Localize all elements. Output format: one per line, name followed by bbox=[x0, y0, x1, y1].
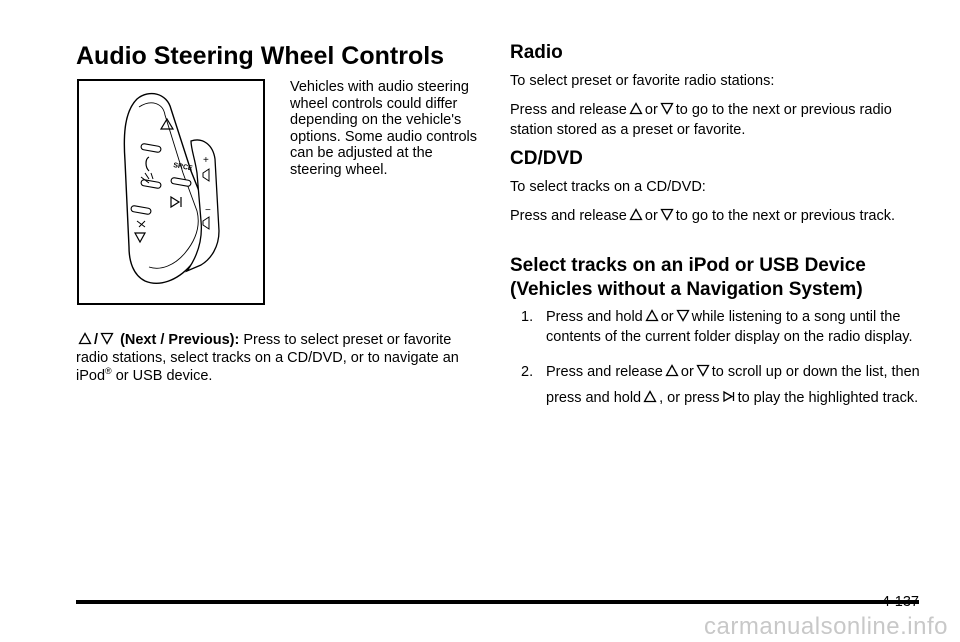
down-triangle-icon bbox=[100, 332, 114, 345]
volume-plus-label: + bbox=[203, 155, 209, 166]
play-track-icon bbox=[722, 390, 736, 403]
down-triangle-icon bbox=[660, 208, 674, 221]
up-triangle-icon bbox=[665, 364, 679, 377]
slash-text: / bbox=[94, 332, 99, 348]
page-title: Audio Steering Wheel Controls bbox=[76, 42, 445, 70]
up-triangle-icon bbox=[645, 309, 659, 322]
ipod-section bbox=[510, 254, 925, 302]
cd-instruction: Press and release or to go to the next or previous track. bbox=[510, 208, 896, 224]
next-previous-label: (Next / Previous): bbox=[120, 332, 240, 348]
down-triangle-icon bbox=[696, 364, 710, 377]
list-item: 1. Press and hold or while listening to a song until the contents of the current folder display on the radio display. bbox=[521, 309, 913, 345]
steering-wheel-controls-illustration bbox=[79, 81, 263, 303]
next-previous-text: Press to select preset or favorite radio stations, select tracks on a CD/DVD, or to navigate an iPod bbox=[76, 332, 459, 384]
registered-mark: ® bbox=[105, 366, 112, 377]
footer-rule bbox=[76, 600, 919, 604]
down-triangle-icon bbox=[676, 309, 690, 322]
ipod-heading-line1: Select tracks on an iPod or USB Device bbox=[510, 255, 866, 276]
radio-section bbox=[510, 41, 925, 65]
cd-intro: To select tracks on a CD/DVD: bbox=[510, 179, 706, 195]
next-previous-text-end: or USB device. bbox=[111, 368, 213, 384]
list-item: 2. Press and release or to scroll up or down the list, then press and hold , or press to play the highlighted track. bbox=[521, 364, 920, 406]
down-triangle-icon bbox=[660, 102, 674, 115]
watermark: carmanualsonline.info bbox=[704, 613, 948, 640]
radio-instruction: Press and release or to go to the next or previous radio station stored as a preset or favorite. bbox=[510, 102, 892, 138]
up-triangle-icon bbox=[629, 102, 643, 115]
up-triangle-icon bbox=[78, 332, 92, 345]
cd-section bbox=[510, 147, 925, 171]
ipod-steps bbox=[510, 307, 925, 411]
up-triangle-icon bbox=[629, 208, 643, 221]
volume-minus-label: − bbox=[205, 205, 211, 216]
cd-heading: CD/DVD bbox=[510, 148, 583, 169]
steering-wheel-controls-figure bbox=[77, 79, 265, 305]
radio-intro: To select preset or favorite radio stations: bbox=[510, 73, 775, 89]
ipod-heading-line2: (Vehicles without a Navigation System) bbox=[510, 279, 863, 300]
srce-label: SRCE bbox=[172, 162, 194, 173]
radio-heading: Radio bbox=[510, 42, 563, 63]
next-previous-description bbox=[76, 331, 476, 385]
up-triangle-icon bbox=[643, 390, 657, 403]
page-number: 4-137 bbox=[881, 594, 919, 610]
figure-caption: Vehicles with audio steering wheel controls could differ depending on the vehicle's options. Some audio controls can be adjusted at the steering wheel. bbox=[290, 79, 477, 178]
